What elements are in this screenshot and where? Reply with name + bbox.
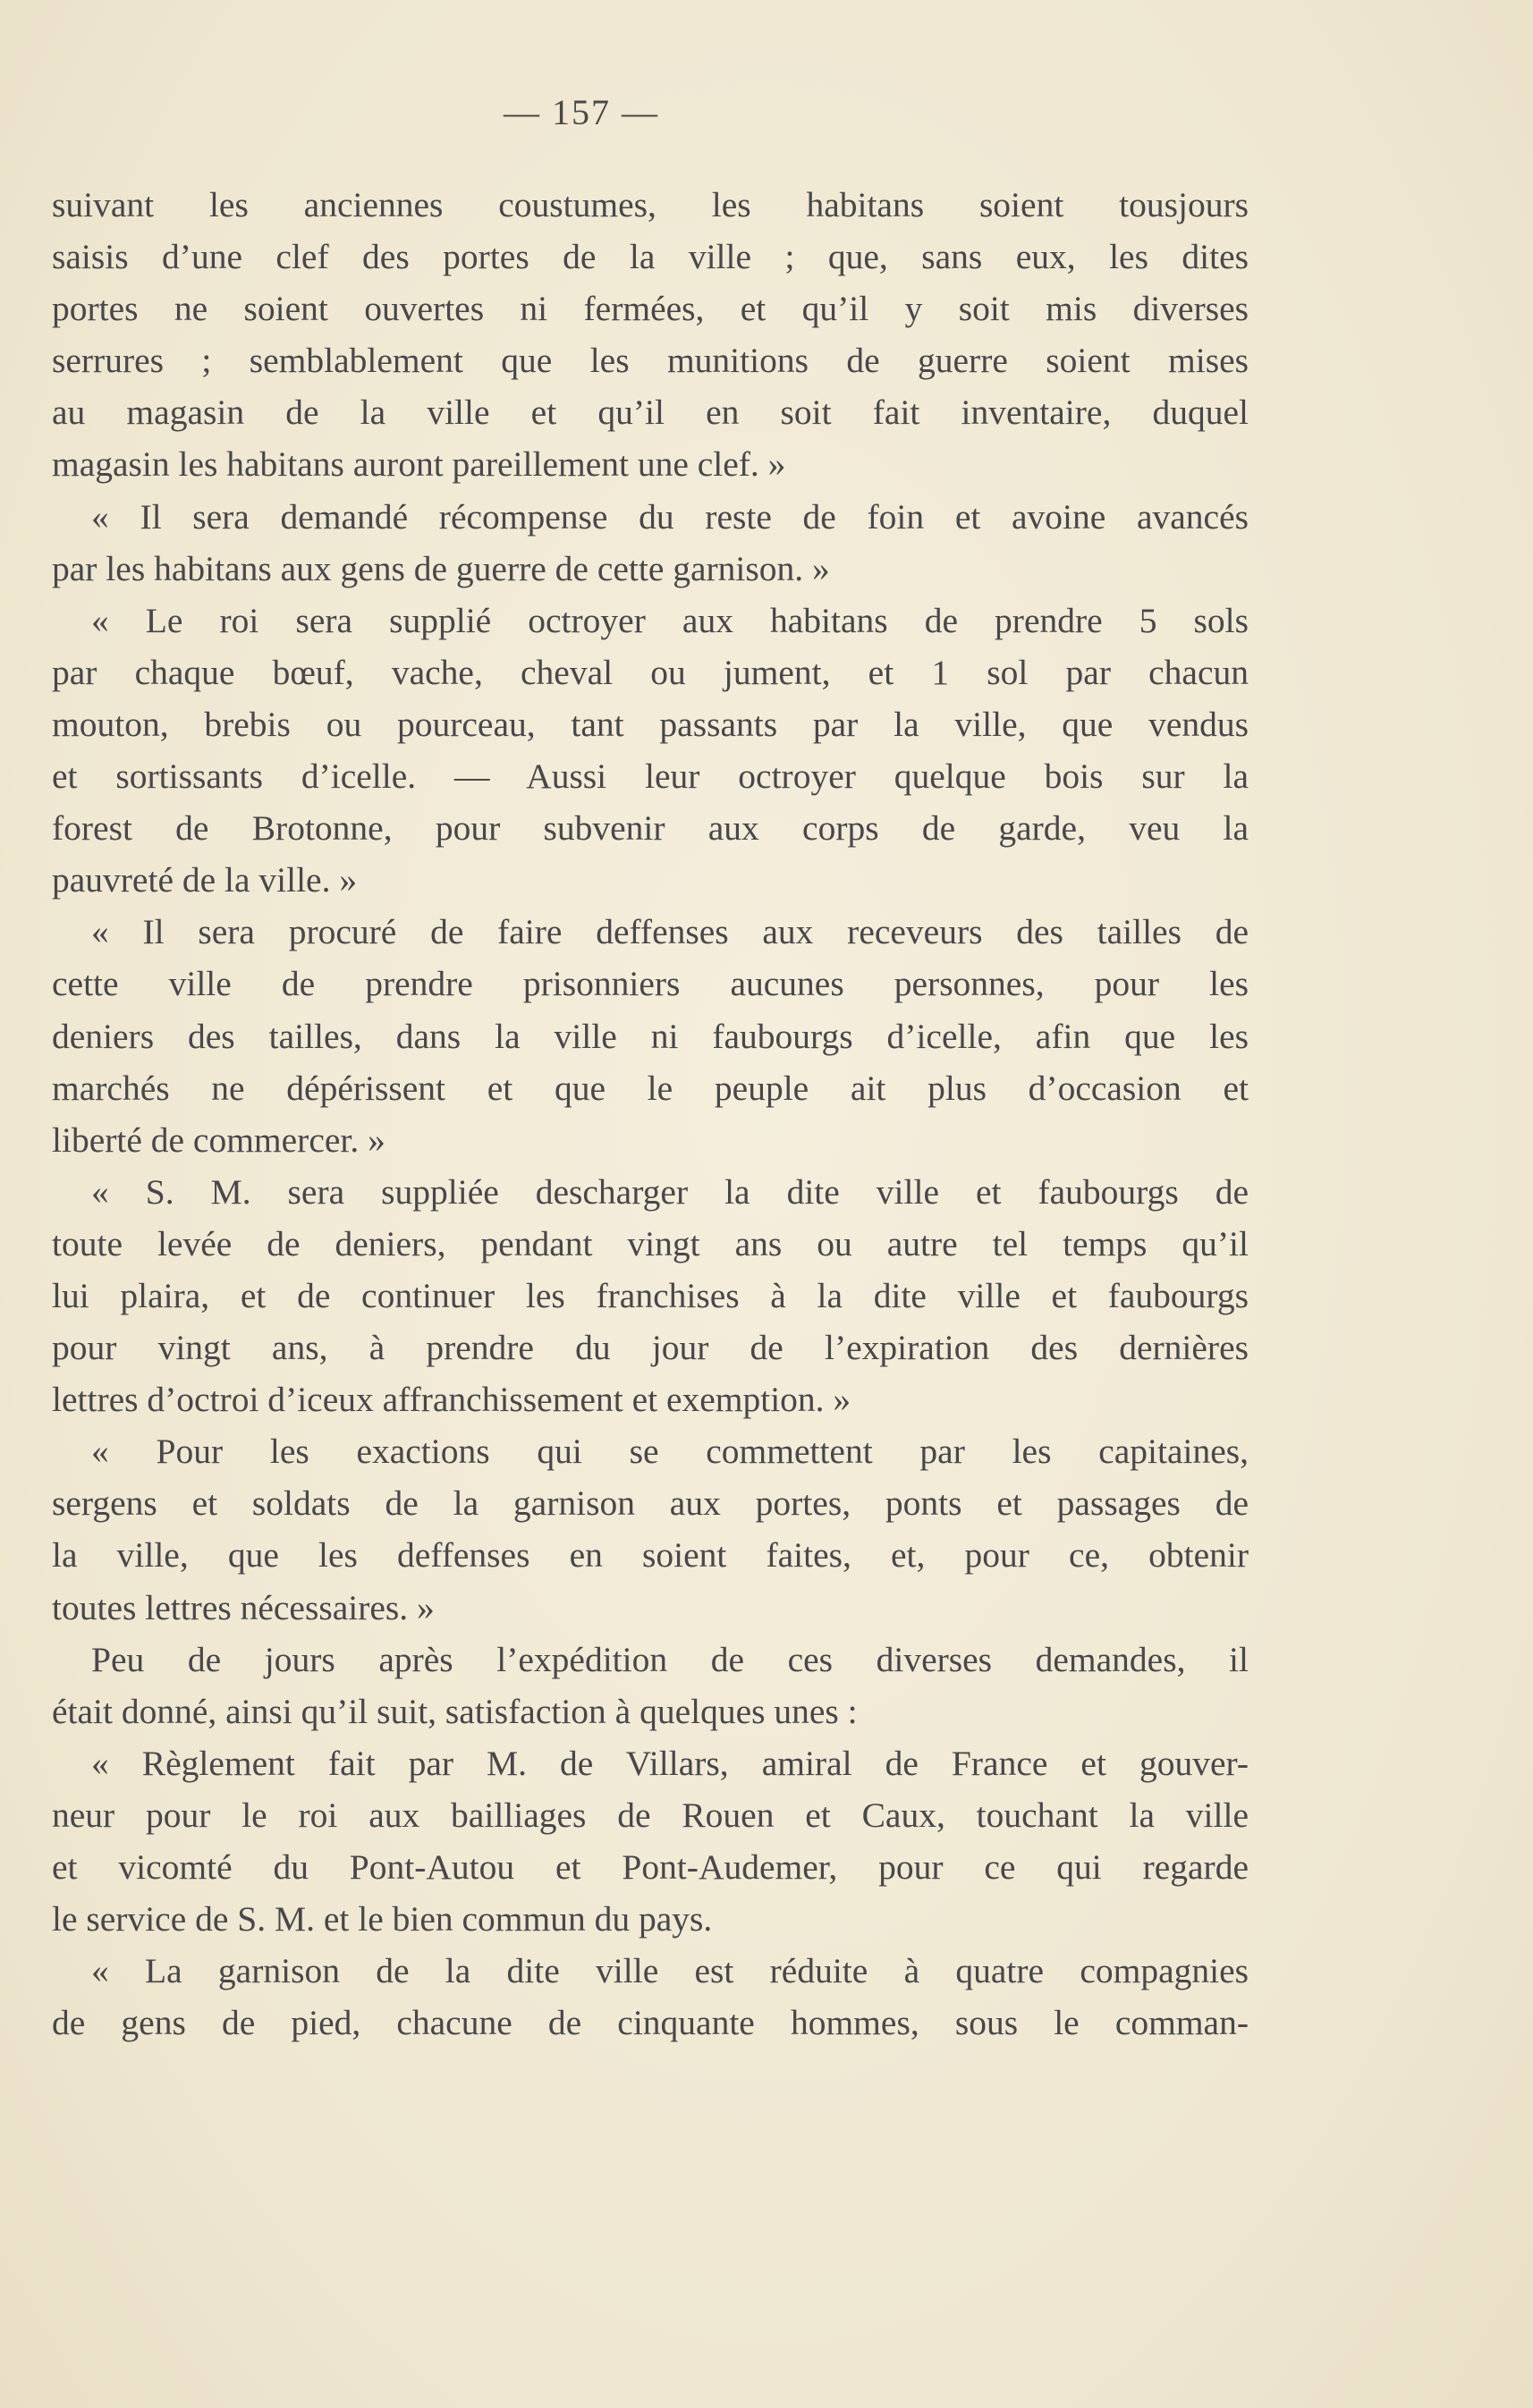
- text-line: marchés ne dépérissent et que le peuple ait plus d’occasion et: [52, 1068, 1249, 1108]
- text-line: « La garnison de la dite ville est réduite à quatre compagnies: [91, 1951, 1249, 1991]
- text-line: mouton, brebis ou pourceau, tant passants par la ville, que vendus: [52, 704, 1249, 744]
- text-line: serrures ; semblablement que les munitions de guerre soient mises: [52, 341, 1249, 381]
- text-line: « Il sera demandé récompense du reste de foin et avoine avancés: [91, 496, 1249, 537]
- text-line: pauvreté de la ville. »: [52, 860, 358, 900]
- text-line: au magasin de la ville et qu’il en soit fait inventaire, duquel: [52, 393, 1249, 433]
- text-line: « Le roi sera supplié octroyer aux habitans de prendre 5 sols: [91, 600, 1249, 640]
- text-line: par les habitans aux gens de guerre de cette garnison. »: [52, 548, 830, 588]
- text-line: forest de Brotonne, pour subvenir aux corps de garde, veu la: [52, 808, 1249, 849]
- text-line: saisis d’une clef des portes de la ville ; que, sans eux, les dites: [52, 237, 1249, 277]
- text-line: était donné, ainsi qu’il suit, satisfaction à quelques unes :: [52, 1691, 858, 1731]
- text-line: Peu de jours après l’expédition de ces diverses demandes, il: [91, 1639, 1249, 1679]
- text-line: le service de S. M. et le bien commun du pays.: [52, 1899, 713, 1939]
- text-line: neur pour le roi aux bailliages de Rouen et Caux, touchant la ville: [52, 1795, 1249, 1835]
- text-line: lui plaira, et de continuer les franchises à la dite ville et faubourgs: [52, 1275, 1249, 1315]
- text-line: de gens de pied, chacune de cinquante hommes, sous le comman-: [52, 2003, 1249, 2043]
- text-line: magasin les habitans auront pareillement une clef. »: [52, 444, 786, 485]
- body-text: [52, 179, 1249, 2049]
- text-line: deniers des tailles, dans la ville ni faubourgs d’icelle, afin que les: [52, 1016, 1249, 1056]
- text-line: liberté de commercer. »: [52, 1120, 385, 1160]
- text-line: portes ne soient ouvertes ni fermées, et qu’il y soit mis diverses: [52, 289, 1249, 329]
- text-line: suivant les anciennes coustumes, les habitans soient tousjours: [52, 185, 1249, 224]
- text-line: pour vingt ans, à prendre du jour de l’expiration des dernières: [52, 1328, 1249, 1368]
- text-line: « Pour les exactions qui se commettent par les capitaines,: [91, 1432, 1249, 1472]
- text-line: lettres d’octroi d’iceux affranchissement et exemption. »: [52, 1380, 851, 1420]
- text-line: par chaque bœuf, vache, cheval ou jument, et 1 sol par chacun: [52, 652, 1249, 692]
- text-line: sergens et soldats de la garnison aux portes, ponts et passages de: [52, 1483, 1249, 1524]
- text-line: « Il sera procuré de faire deffenses aux receveurs des tailles de: [91, 912, 1249, 952]
- text-line: toute levée de deniers, pendant vingt ans ou autre tel temps qu’il: [52, 1223, 1249, 1263]
- text-line: toutes lettres nécessaires. »: [52, 1587, 435, 1627]
- text-line: et sortissants d’icelle. — Aussi leur octroyer quelque bois sur la: [52, 756, 1249, 797]
- page-number: — 157 —: [504, 92, 659, 132]
- text-line: « S. M. sera suppliée descharger la dite ville et faubourgs de: [91, 1171, 1249, 1212]
- text-line: « Règlement fait par M. de Villars, amiral de France et gouver-: [91, 1743, 1249, 1783]
- text-line: cette ville de prendre prisonniers aucunes personnes, pour les: [52, 964, 1249, 1004]
- text-line: et vicomté du Pont-Autou et Pont-Audemer, pour ce qui regarde: [52, 1847, 1249, 1887]
- text-line: la ville, que les deffenses en soient faites, et, pour ce, obtenir: [52, 1535, 1249, 1576]
